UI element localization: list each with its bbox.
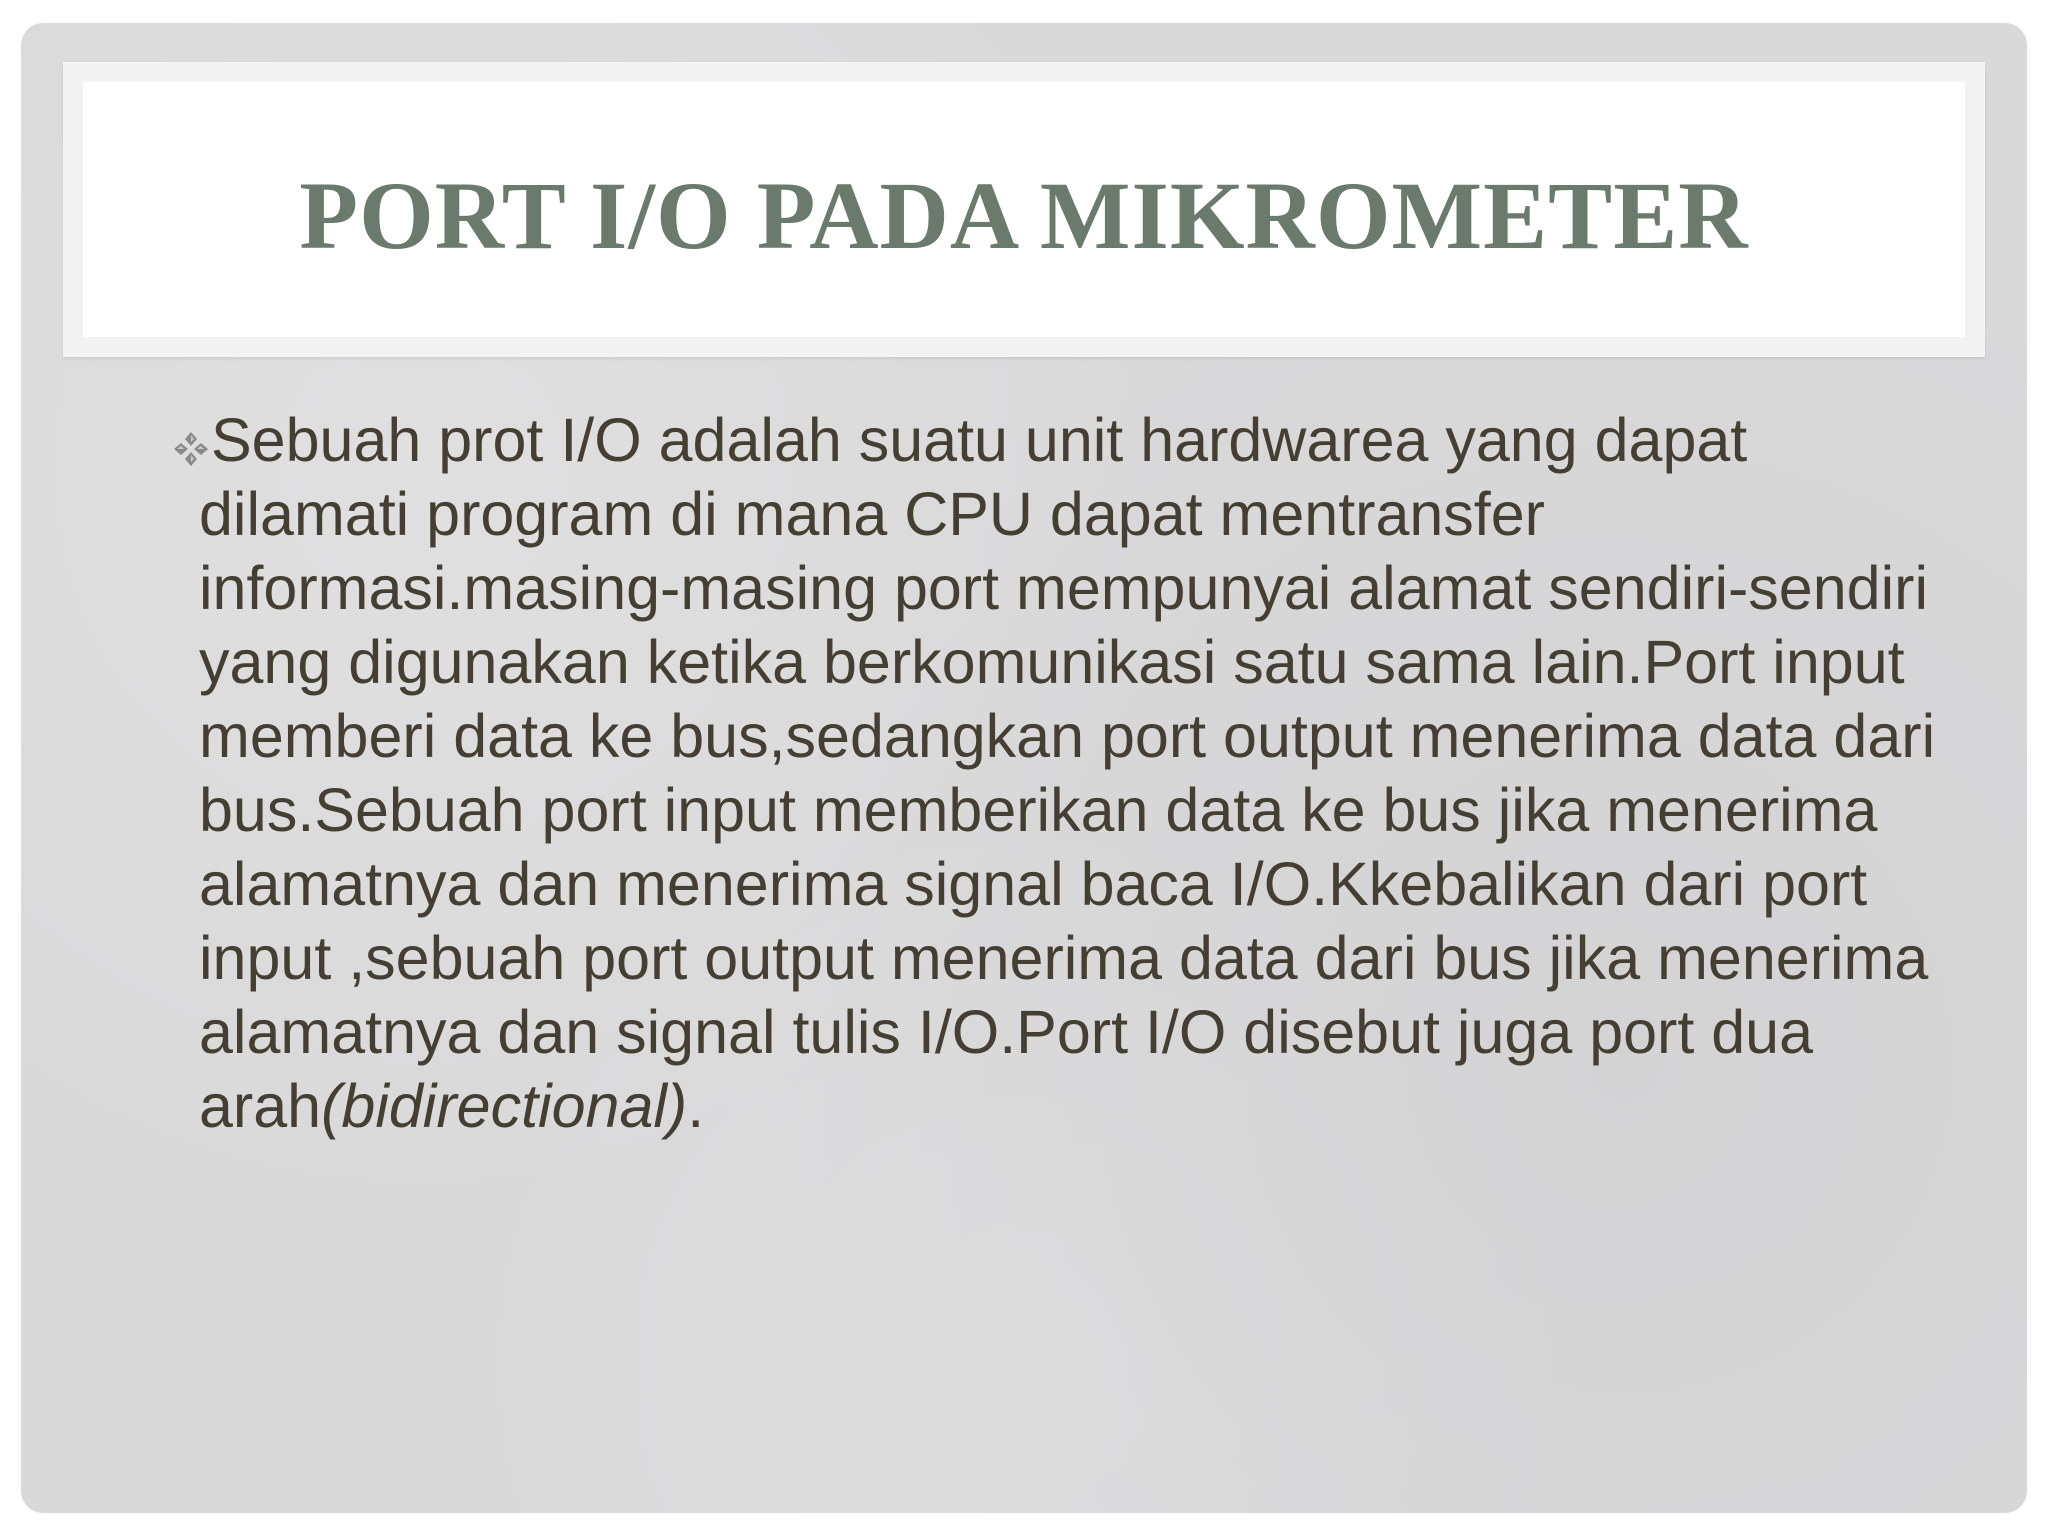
slide-title: PORT I/O PADA MIKROMETER	[299, 162, 1749, 269]
paragraph-lead: Sebuah prot I/O adalah suatu unit hardwarea yang dapat dilamati program di mana CPU dapat mentransfer informasi.masing-masing port mempunyai alamat sendiri-sendiri yang digunakan ketika berkomunikasi satu sama lain.Port input memberi data ke bus,sedangkan port output menerima data dari bus.Sebuah port input memberikan data ke bus jika menerima alamatnya dan menerima signal baca I/O.Kkebalikan dari port input ,sebuah port output menerima data dari bus jika menerima alamatnya dan signal tulis I/O.Port I/O disebut juga port dua arah	[199, 406, 1936, 1140]
title-box	[83, 82, 1965, 337]
bullet-paragraph	[152, 403, 1952, 1143]
paragraph-end: .	[687, 1072, 705, 1140]
slide	[21, 23, 2027, 1513]
paragraph-italic-term: (bidirectional)	[321, 1072, 688, 1140]
four-diamond-bullet-icon	[172, 430, 210, 468]
title-frame	[63, 62, 1985, 357]
slide-body	[152, 403, 1952, 1143]
